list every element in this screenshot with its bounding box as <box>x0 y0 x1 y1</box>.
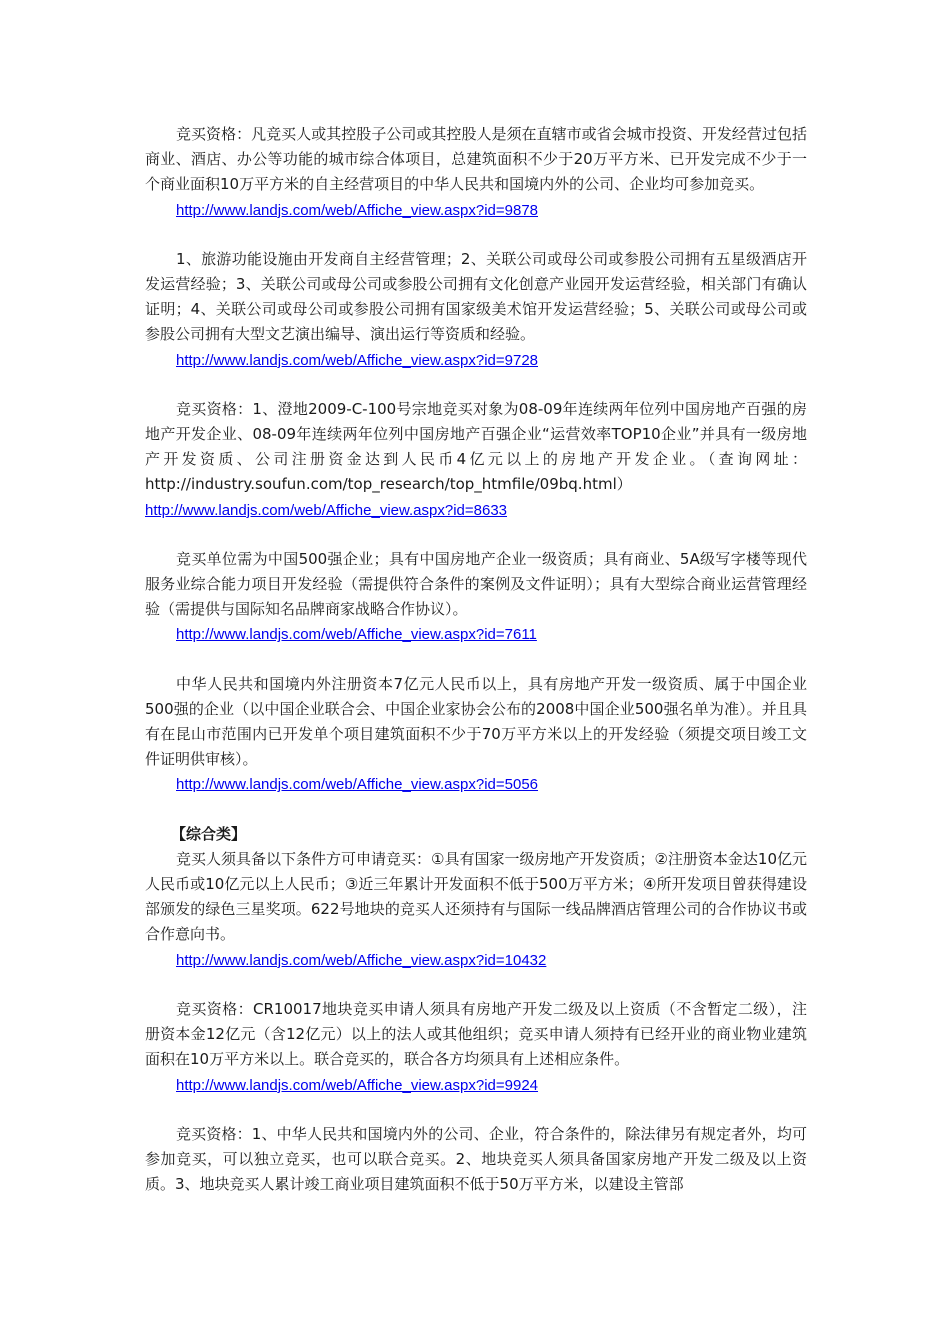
entry-3 <box>145 397 807 523</box>
entry-text: 1、旅游功能设施由开发商自主经营管理；2、关联公司或母公司或参股公司拥有五星级酒店开发运营经验；3、关联公司或母公司或参股公司拥有文化创意产业园开发运营经验，相关部门有确认证明；4、关联公司或母公司或参股公司拥有国家级美术馆开发运营经验；5、关联公司或母公司或参股公司拥有大型文艺演出编导、演出运行等资质和经验。 <box>145 249 807 344</box>
entry-link[interactable]: http://www.landjs.com/web/Affiche_view.aspx?id=9728 <box>176 351 539 369</box>
entry-7 <box>145 997 807 1098</box>
entry-1 <box>145 122 807 223</box>
entry-5 <box>145 672 807 798</box>
entry-text: 竞买资格：1、澄地2009-C-100号宗地竞买对象为08-09年连续两年位列中国房地产百强的房地产开发企业、08-09年连续两年位列中国房地产百强企业“运营效率TOP10企业”并具有一级房地产开发资质、公司注册资金达到人民币4亿元以上的房地产开发企业。（查询网址：http://industry.soufun.com/top_research/top_htmfile/09bq.html） <box>145 399 807 494</box>
entry-2 <box>145 247 807 373</box>
entry-4 <box>145 547 807 648</box>
entry-text: 竞买资格：1、中华人民共和国境内外的公司、企业，符合条件的，除法律另有规定者外，均可参加竞买，可以独立竞买，也可以联合竞买。2、地块竞买人须具备国家房地产开发二级及以上资质。3、地块竞买人累计竣工商业项目建筑面积不低于50万平方米，以建设主管部 <box>145 1124 807 1194</box>
entry-link[interactable]: http://www.landjs.com/web/Affiche_view.aspx?id=5056 <box>176 776 539 794</box>
section-heading: 【综合类】 <box>171 824 247 843</box>
entry-link[interactable]: http://www.landjs.com/web/Affiche_view.aspx?id=7611 <box>176 626 537 644</box>
entry-link[interactable]: http://www.landjs.com/web/Affiche_view.aspx?id=10432 <box>176 951 547 969</box>
entry-link[interactable]: http://www.landjs.com/web/Affiche_view.aspx?id=9878 <box>176 201 539 219</box>
entry-text: 中华人民共和国境内外注册资本7亿元人民币以上，具有房地产开发一级资质、属于中国企业500强的企业（以中国企业联合会、中国企业家协会公布的2008中国企业500强名单为准）。并且具有在昆山市范围内已开发单个项目建筑面积不少于70万平方米以上的开发经验（须提交项目竣工文件证明供审核）。 <box>145 674 807 769</box>
entry-8 <box>145 1122 807 1198</box>
entry-text: 竞买资格：CR10017地块竞买申请人须具有房地产开发二级及以上资质（不含暂定二级），注册资本金12亿元（含12亿元）以上的法人或其他组织；竞买申请人须持有已经开业的商业物业建筑面积在10万平方米以上。联合竞买的，联合各方均须具有上述相应条件。 <box>145 999 807 1069</box>
entry-link[interactable]: http://www.landjs.com/web/Affiche_view.aspx?id=8633 <box>145 501 508 519</box>
section-comprehensive <box>145 822 807 973</box>
document-page <box>145 122 807 1221</box>
entry-link[interactable]: http://www.landjs.com/web/Affiche_view.aspx?id=9924 <box>176 1076 539 1094</box>
entry-text: 竞买人须具备以下条件方可申请竞买：①具有国家一级房地产开发资质；②注册资本金达10亿元人民币或10亿元以上人民币；③近三年累计开发面积不低于500万平方米；④所开发项目曾获得建设部颁发的绿色三星奖项。622号地块的竞买人还须持有与国际一线品牌酒店管理公司的合作协议书或合作意向书。 <box>145 849 807 944</box>
entry-text: 竞买单位需为中国500强企业；具有中国房地产企业一级资质；具有商业、5A级写字楼等现代服务业综合能力项目开发经验（需提供符合条件的案例及文件证明）；具有大型综合商业运营管理经验（需提供与国际知名品牌商家战略合作协议）。 <box>145 549 807 619</box>
entry-text: 竞买资格：凡竞买人或其控股子公司或其控股人是须在直辖市或省会城市投资、开发经营过包括商业、酒店、办公等功能的城市综合体项目，总建筑面积不少于20万平方米、已开发完成不少于一个商业面积10万平方米的自主经营项目的中华人民共和国境内外的公司、企业均可参加竞买。 <box>145 125 807 194</box>
